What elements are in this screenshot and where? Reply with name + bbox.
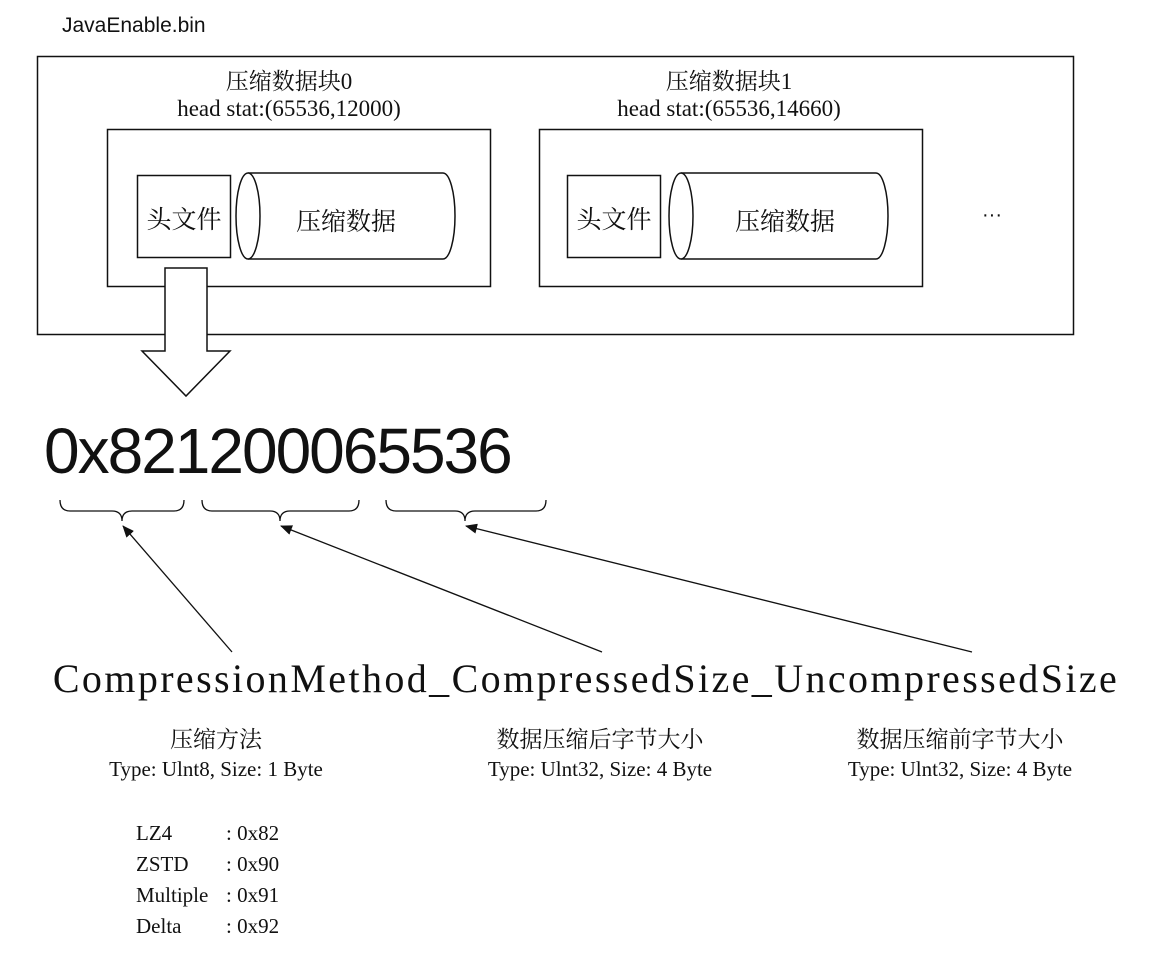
method-value: : 0x82 — [226, 821, 280, 845]
method-value: : 0x90 — [226, 852, 280, 876]
field-uncompressed-size-title: 数据压缩前字节大小 — [856, 727, 1064, 752]
block-0-name: 压缩数据块0 — [225, 69, 353, 94]
method-name: Multiple — [136, 883, 209, 907]
compression-method-list — [136, 818, 279, 942]
block-1-head-stat: head stat:(65536,14660) — [617, 96, 841, 121]
arrow-to-compressed-size — [281, 526, 602, 652]
field-compression-method-type: Type: Ulnt8, Size: 1 Byte — [109, 757, 323, 781]
file-name-label: JavaEnable.bin — [62, 14, 206, 37]
block-1-title — [617, 68, 841, 122]
method-row-zstd — [136, 849, 279, 880]
block-1-name: 压缩数据块1 — [665, 69, 793, 94]
block-0-head-stat: head stat:(65536,12000) — [177, 96, 401, 121]
method-row-lz4 — [136, 818, 279, 849]
method-value: : 0x91 — [226, 883, 280, 907]
field-compression-method — [109, 725, 323, 783]
method-row-delta — [136, 911, 279, 942]
method-name: ZSTD — [136, 852, 189, 876]
arrow-to-compression-method — [123, 526, 232, 652]
block-1-header-label: 头文件 — [576, 207, 652, 234]
block-0-header-label: 头文件 — [146, 207, 222, 234]
field-uncompressed-size — [848, 725, 1072, 783]
more-blocks-ellipsis: ··· — [982, 204, 1002, 226]
block-1-data-label: 压缩数据 — [734, 209, 836, 236]
brace-uncompressed-size — [386, 500, 546, 521]
method-row-multiple — [136, 880, 279, 911]
method-name: LZ4 — [136, 821, 173, 845]
brace-compressed-size — [202, 500, 359, 521]
block-0-data-label: 压缩数据 — [295, 209, 397, 236]
field-compressed-size-type: Type: Ulnt32, Size: 4 Byte — [487, 757, 713, 781]
hex-value: 0x821200065536 — [44, 415, 511, 487]
field-compressed-size-title: 数据压缩后字节大小 — [496, 727, 704, 752]
field-compressed-size — [488, 725, 712, 783]
field-compression-method-title: 压缩方法 — [169, 727, 262, 752]
format-string: CompressionMethod_CompressedSize_UncompressedSize — [52, 656, 1120, 701]
arrow-to-uncompressed-size — [466, 526, 972, 652]
method-name: Delta — [136, 914, 182, 938]
field-uncompressed-size-type: Type: Ulnt32, Size: 4 Byte — [847, 757, 1073, 781]
block-0-title — [177, 68, 401, 122]
method-value: : 0x92 — [226, 914, 280, 938]
brace-compression-method — [60, 500, 184, 521]
